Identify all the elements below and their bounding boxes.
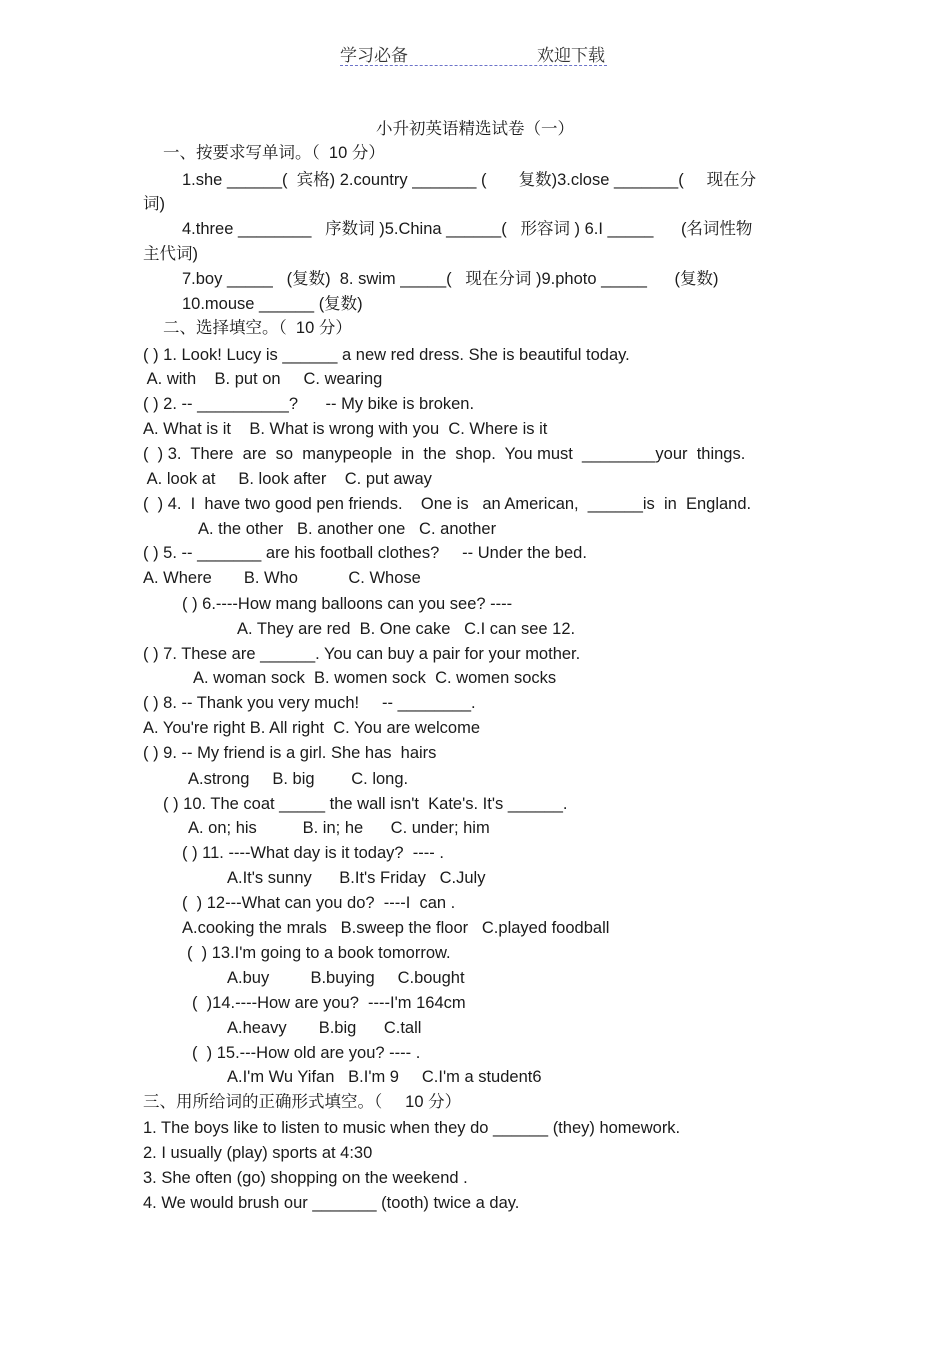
question-line: 7.boy _____ (复数) 8. swim _____( 现在分词 )9.photo _____ (复数)	[182, 270, 719, 288]
question-line: ( ) 12---What can you do? ----I can .	[182, 894, 456, 912]
answer-options: A. look at B. look after C. put away	[143, 470, 432, 488]
question-line: ( ) 15.---How old are you? ---- .	[192, 1044, 421, 1062]
question-line: 2. I usually (play) sports at 4:30	[143, 1144, 373, 1162]
question-line: ( ) 9. -- My friend is a girl. She has hairs	[143, 744, 437, 762]
question-line: 10.mouse ______ (复数)	[182, 295, 363, 313]
question-line: ( ) 7. These are ______. You can buy a pair for your mother.	[143, 645, 581, 663]
section-2-heading: 二、选择填空。（ 10 分）	[163, 319, 352, 337]
question-line: 1.she ______( 宾格) 2.country _______ ( 复数)3.close _______( 现在分	[182, 171, 757, 189]
answer-options: A. on; his B. in; he C. under; him	[188, 819, 490, 837]
answer-options: A.heavy B.big C.tall	[227, 1019, 422, 1037]
question-line: ( ) 4. I have two good pen friends. One is an American, ______is in England.	[143, 495, 752, 513]
answer-options: A.strong B. big C. long.	[188, 770, 409, 788]
question-line: 4.three ________ 序数词 )5.China ______( 形容词 ) 6.I _____ (名词性物	[182, 220, 753, 238]
answer-options: A. with B. put on C. wearing	[143, 370, 383, 388]
question-line: ( ) 11. ----What day is it today? ---- .	[182, 844, 444, 862]
answer-options: A. the other B. another one C. another	[198, 520, 497, 538]
question-line: 1. The boys like to listen to music when they do ______ (they) homework.	[143, 1119, 681, 1137]
answer-options: A. They are red B. One cake C.I can see 12.	[237, 620, 576, 638]
section-3-heading: 三、用所给词的正确形式填空。（ 10 分）	[143, 1093, 462, 1111]
answer-options: A.cooking the mrals B.sweep the floor C.played foodball	[182, 919, 610, 937]
question-line: ( ) 6.----How mang balloons can you see? ----	[182, 595, 513, 613]
question-line: 词)	[143, 195, 165, 213]
question-line: ( ) 8. -- Thank you very much! -- ________.	[143, 694, 476, 712]
question-line: ( ) 10. The coat _____ the wall isn't Kate's. It's ______.	[163, 795, 568, 813]
question-line: 4. We would brush our _______ (tooth) twice a day.	[143, 1194, 520, 1212]
question-line: ( ) 1. Look! Lucy is ______ a new red dress. She is beautiful today.	[143, 346, 630, 364]
question-line: ( ) 2. -- __________? -- My bike is broken.	[143, 395, 475, 413]
header-right-text: 欢迎下载	[537, 46, 605, 66]
header-left-text: 学习必备	[340, 46, 408, 66]
answer-options: A. What is it B. What is wrong with you C. Where is it	[143, 420, 548, 438]
question-line: 主代词)	[143, 245, 198, 263]
exam-title: 小升初英语精选试卷（一）	[376, 119, 574, 138]
answer-options: A.It's sunny B.It's Friday C.July	[227, 869, 486, 887]
answer-options: A. woman sock B. women sock C. women socks	[193, 669, 557, 687]
answer-options: A. Where B. Who C. Whose	[143, 569, 421, 587]
question-line: ( ) 5. -- _______ are his football clothes? -- Under the bed.	[143, 544, 587, 562]
question-line: ( ) 13.I'm going to a book tomorrow.	[187, 944, 451, 962]
section-1-heading: 一、按要求写单词。（ 10 分）	[163, 144, 385, 162]
question-line: 3. She often (go) shopping on the weekend .	[143, 1169, 468, 1187]
page-header	[340, 41, 607, 66]
answer-options: A.I'm Wu Yifan B.I'm 9 C.I'm a student6	[227, 1068, 542, 1086]
question-line: ( ) 3. There are so manypeople in the shop. You must ________your things.	[143, 445, 746, 463]
answer-options: A. You're right B. All right C. You are welcome	[143, 719, 481, 737]
answer-options: A.buy B.buying C.bought	[227, 969, 465, 987]
question-line: ( )14.----How are you? ----I'm 164cm	[192, 994, 466, 1012]
